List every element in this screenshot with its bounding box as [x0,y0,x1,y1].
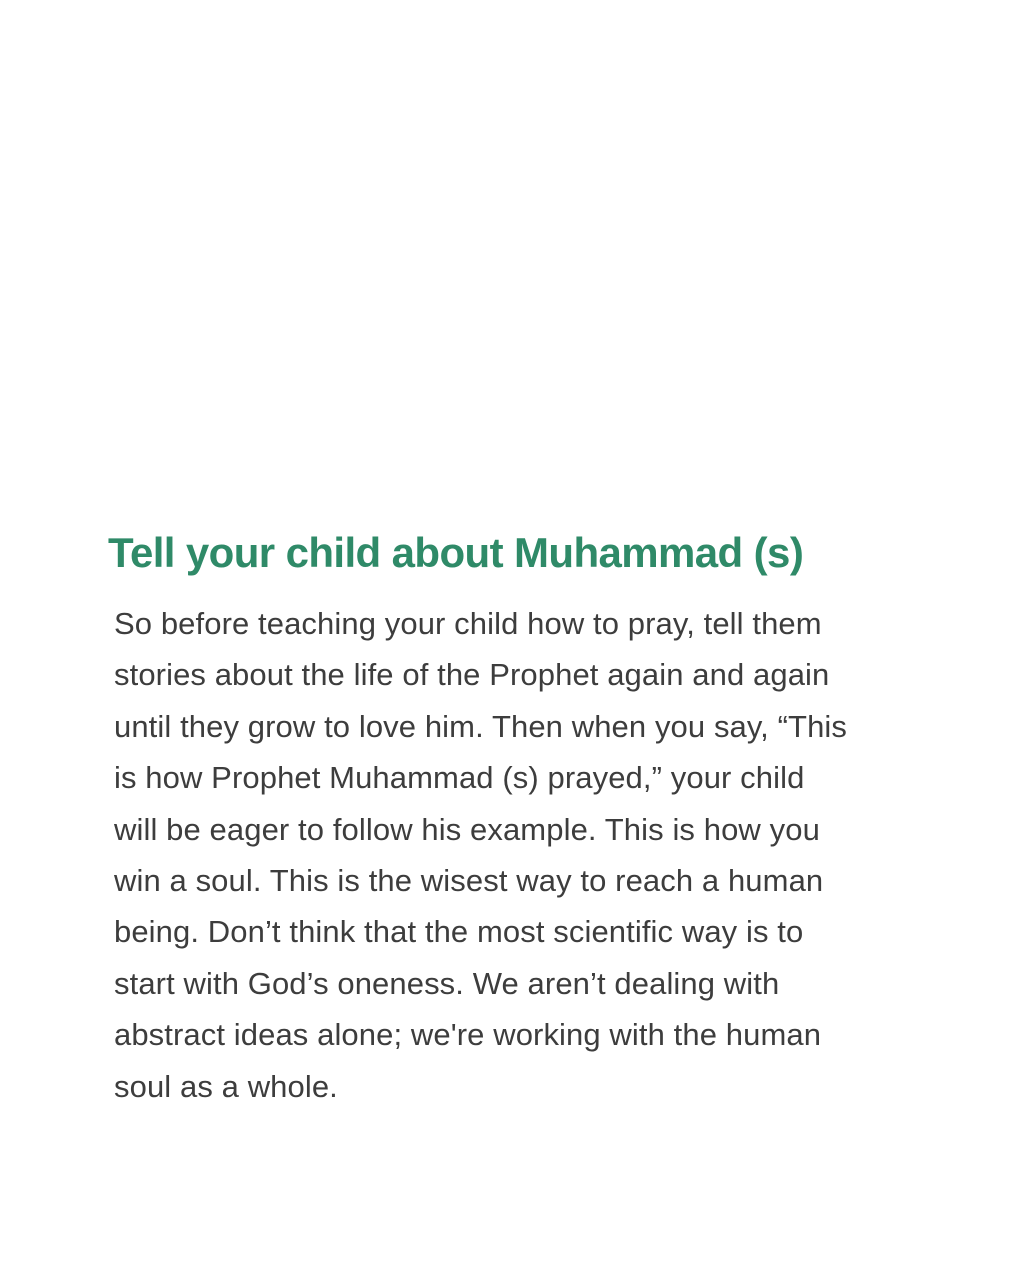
paragraph-line: abstract ideas alone; we're working with the human [114,1017,822,1053]
paragraph-line: being. Don’t think that the most scientific way is to [114,914,804,950]
article-section [108,527,928,1112]
paragraph-line: So before teaching your child how to pray, tell them [114,606,822,641]
body-paragraph [108,598,928,1112]
paragraph-line: will be eager to follow his example. This is how you [114,811,820,847]
paragraph-line: is how Prophet Muhammad (s) prayed,” your child [114,760,805,796]
paragraph-line: soul as a whole. [114,1068,338,1104]
section-heading: Tell your child about Muhammad (s) [108,529,804,576]
paragraph-line: stories about the life of the Prophet again and again [114,657,830,693]
paragraph-line: until they grow to love him. Then when you say, “This [114,708,847,744]
paragraph-line: start with God’s oneness. We aren’t dealing with [114,965,780,1001]
paragraph-line: win a soul. This is the wisest way to reach a human [114,863,824,899]
